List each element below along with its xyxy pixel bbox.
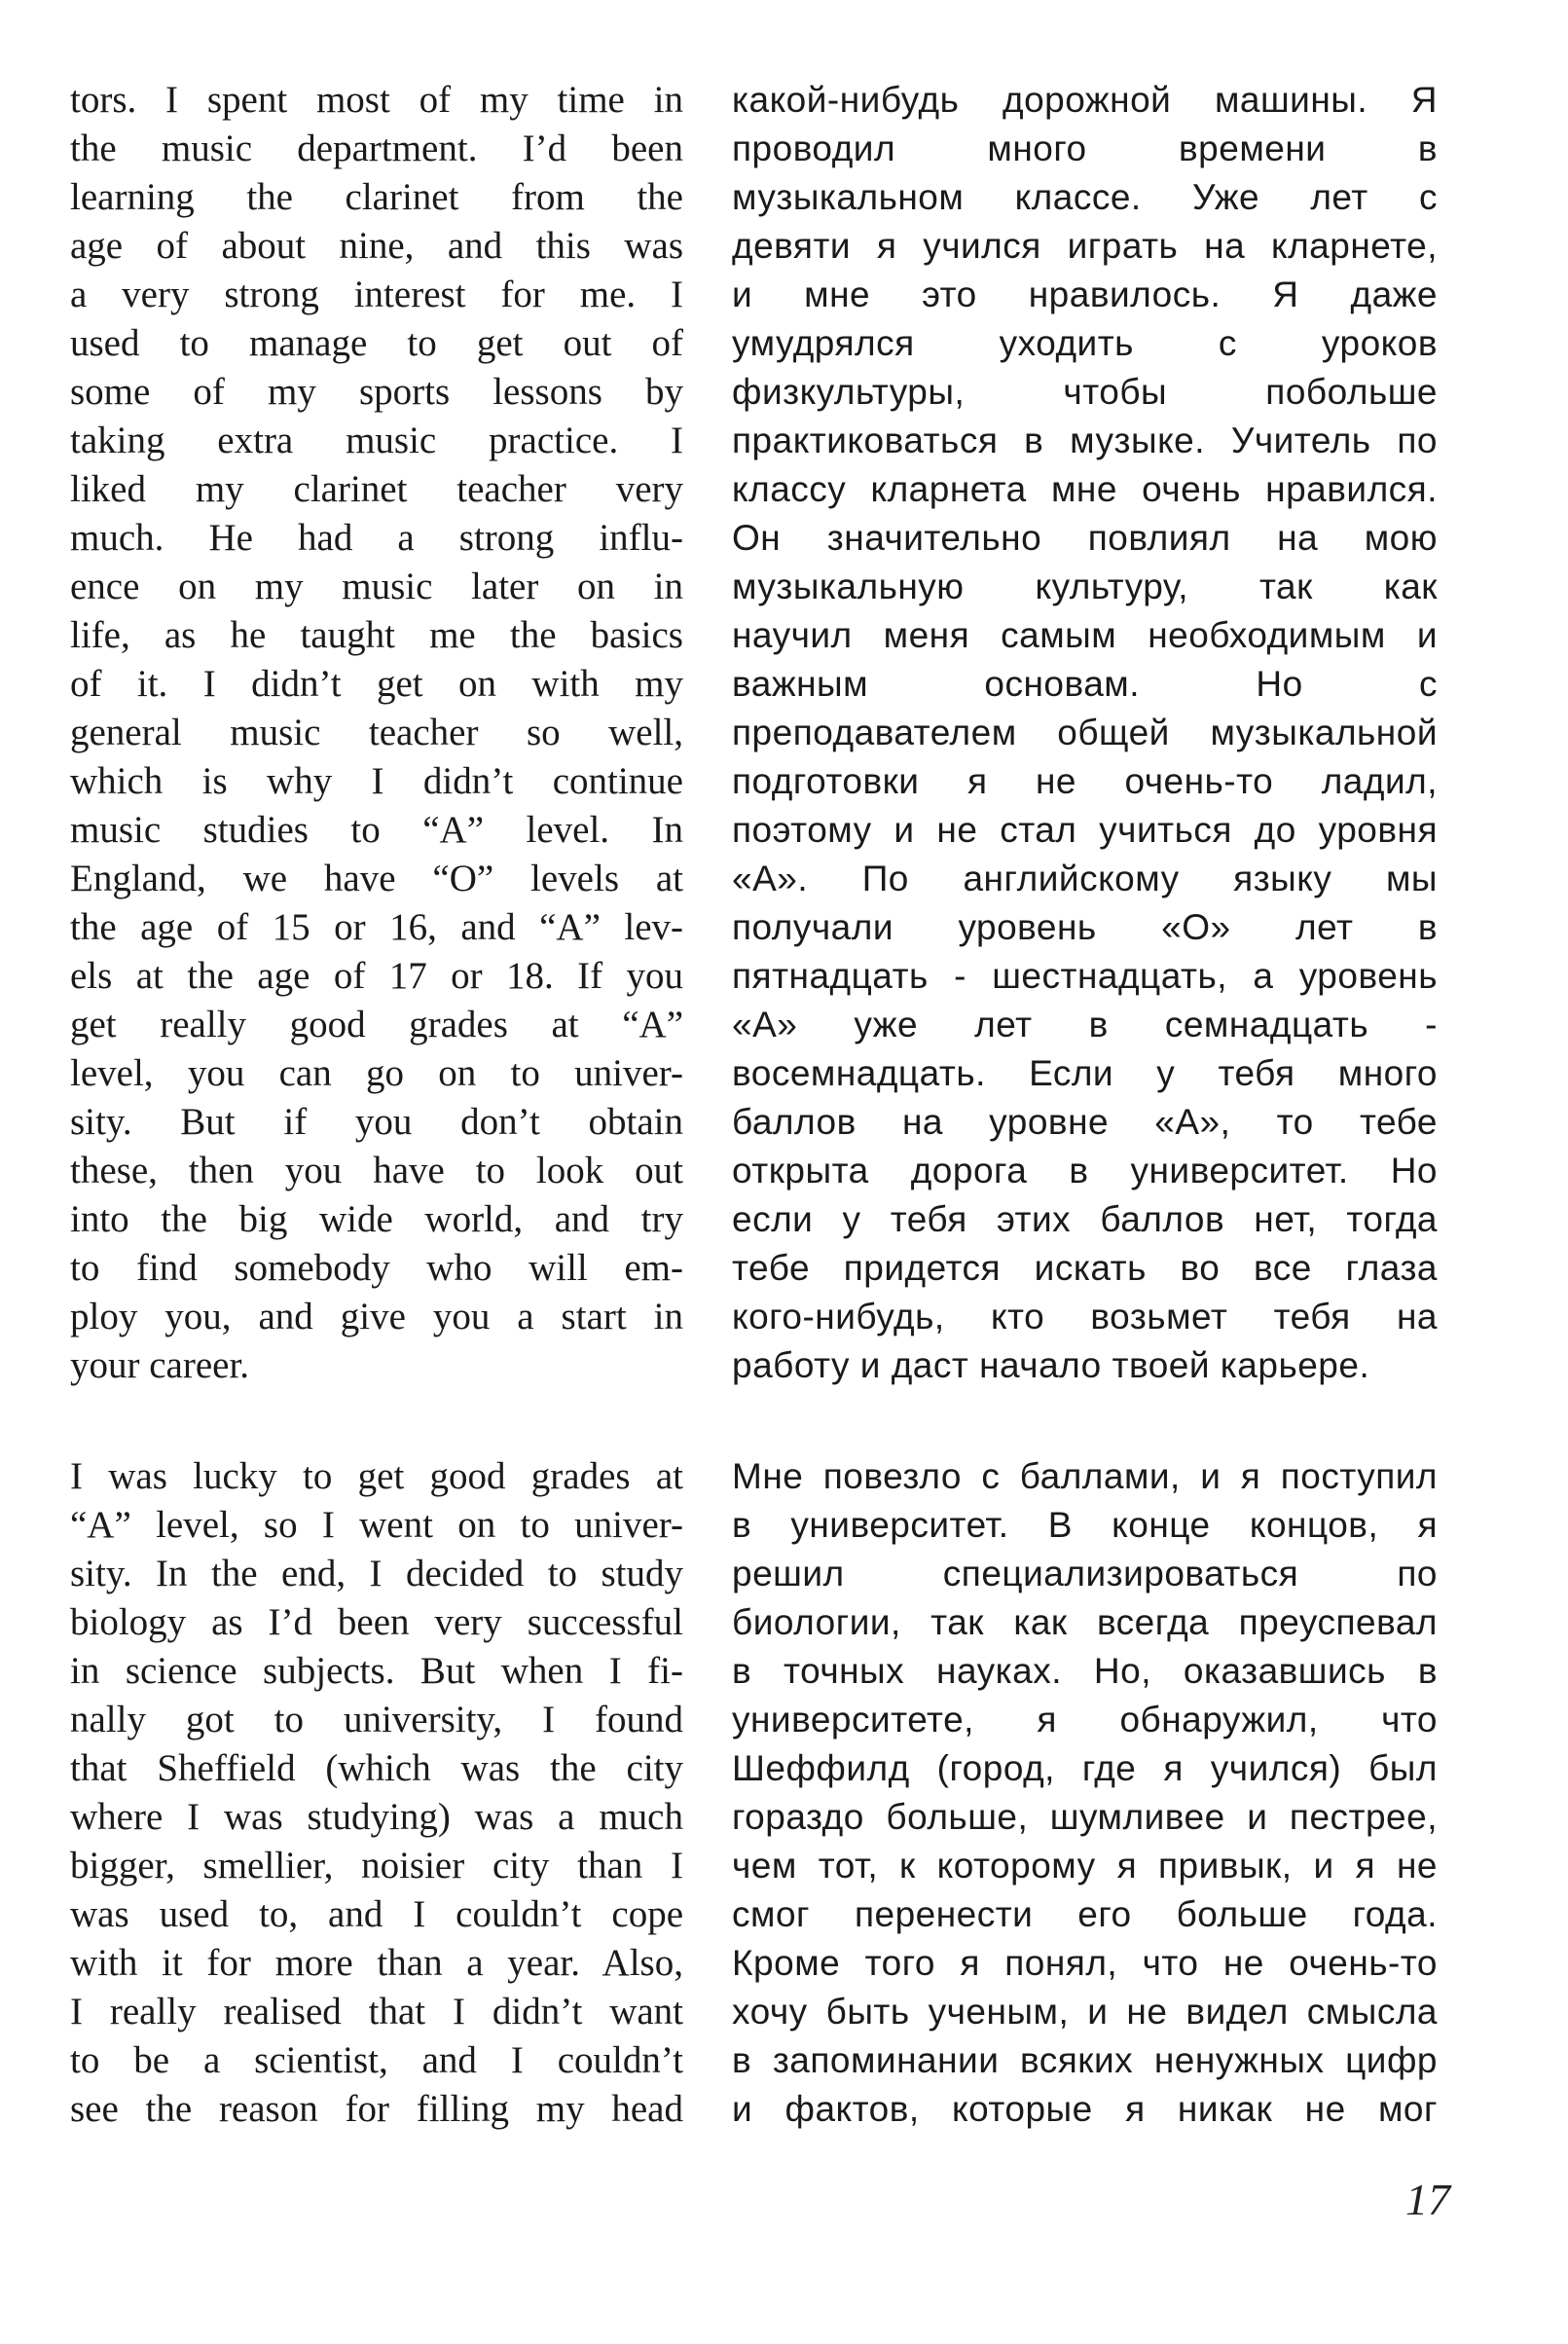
- text-line: sity. In the end, I decided to study: [70, 1553, 683, 1594]
- text-line: “A” level, so I went on to univer-: [70, 1504, 683, 1546]
- text-line: важным основам. Но с: [732, 664, 1438, 704]
- text-line: «А». По английскому языку мы: [732, 859, 1438, 898]
- text-line: работу и даст начало твоей карьере.: [732, 1345, 1370, 1385]
- text-line: в университет. В конце концов, я: [732, 1505, 1438, 1545]
- text-line: life, as he taught me the basics: [70, 614, 683, 656]
- text-line: the music department. I’d been: [70, 128, 683, 169]
- text-line: решил специализироваться по: [732, 1554, 1438, 1593]
- text-line: открыта дорога в университет. Но: [732, 1151, 1438, 1190]
- text-line: music studies to “A” level. In: [70, 809, 683, 851]
- text-line: age of about nine, and this was: [70, 225, 683, 267]
- text-line: tors. I spent most of my time in: [70, 79, 683, 121]
- text-line: general music teacher so well,: [70, 712, 683, 753]
- text-line: was used to, and I couldn’t cope: [70, 1893, 683, 1935]
- text-line: get really good grades at “A”: [70, 1004, 683, 1045]
- text-line: гораздо больше, шумливее и пестрее,: [732, 1797, 1438, 1837]
- text-line: музыкальном классе. Уже лет с: [732, 177, 1438, 217]
- text-line: какой-нибудь дорожной машины. Я: [732, 80, 1438, 120]
- text-line: поэтому и не стал учиться до уровня: [732, 810, 1438, 850]
- text-line: «А» уже лет в семнадцать -: [732, 1005, 1438, 1044]
- text-line: университете, я обнаружил, что: [732, 1700, 1438, 1740]
- text-line: these, then you have to look out: [70, 1150, 683, 1191]
- text-line: чем тот, к которому я привык, и я не: [732, 1846, 1438, 1886]
- text-line: ploy you, and give you a start in: [70, 1296, 683, 1337]
- text-line: to be a scientist, and I couldn’t: [70, 2039, 683, 2081]
- text-line: хочу быть ученым, и не видел смысла: [732, 1992, 1438, 2032]
- text-line: some of my sports lessons by: [70, 371, 683, 413]
- text-line: Кроме того я понял, что не очень-то: [732, 1943, 1438, 1983]
- text-line: Он значительно повлиял на мою: [732, 518, 1438, 558]
- text-line: into the big wide world, and try: [70, 1198, 683, 1240]
- english-column: [70, 76, 683, 2134]
- text-line: I really realised that I didn’t want: [70, 1991, 683, 2033]
- text-line: девяти я учился играть на кларнете,: [732, 226, 1438, 266]
- text-line: смог перенести его больше года.: [732, 1894, 1438, 1934]
- text-line: и мне это нравилось. Я даже: [732, 275, 1438, 314]
- text-line: liked my clarinet teacher very: [70, 468, 683, 510]
- text-line: taking extra music practice. I: [70, 420, 683, 461]
- russian-paragraph-2: [732, 1452, 1438, 2134]
- english-paragraph-1: [70, 76, 683, 1390]
- text-line: I was lucky to get good grades at: [70, 1455, 683, 1497]
- text-line: преподавателем общей музыкальной: [732, 713, 1438, 752]
- text-line: практиковаться в музыке. Учитель по: [732, 421, 1438, 460]
- text-line: sity. But if you don’t obtain: [70, 1101, 683, 1143]
- text-line: bigger, smellier, noisier city than I: [70, 1845, 683, 1886]
- text-line: used to manage to get out of: [70, 322, 683, 364]
- text-line: much. He had a strong influ-: [70, 517, 683, 559]
- text-line: which is why I didn’t continue: [70, 760, 683, 802]
- text-line: in science subjects. But when I fi-: [70, 1650, 683, 1692]
- text-line: the age of 15 or 16, and “A” lev-: [70, 906, 683, 948]
- text-line: умудрялся уходить с уроков: [732, 323, 1438, 363]
- text-line: музыкальную культуру, так как: [732, 567, 1438, 606]
- text-line: your career.: [70, 1344, 250, 1386]
- text-line: научил меня самым необходимым и: [732, 615, 1438, 655]
- text-line: to find somebody who will em-: [70, 1247, 683, 1289]
- text-line: получали уровень «О» лет в: [732, 907, 1438, 947]
- text-line: with it for more than a year. Also,: [70, 1942, 683, 1984]
- text-line: England, we have “O” levels at: [70, 858, 683, 899]
- text-line: a very strong interest for me. I: [70, 274, 683, 315]
- text-line: и фактов, которые я никак не мог: [732, 2089, 1438, 2129]
- text-line: Мне повезло с баллами, и я поступил: [732, 1456, 1438, 1496]
- text-line: learning the clarinet from the: [70, 176, 683, 218]
- russian-paragraph-1: [732, 76, 1438, 1390]
- text-line: баллов на уровне «А», то тебе: [732, 1102, 1438, 1142]
- text-line: если у тебя этих баллов нет, тогда: [732, 1199, 1438, 1239]
- text-line: level, you can go on to univer-: [70, 1052, 683, 1094]
- text-line: nally got to university, I found: [70, 1699, 683, 1740]
- russian-column: [732, 76, 1438, 2134]
- text-line: кого-нибудь, кто возьмет тебя на: [732, 1297, 1438, 1337]
- text-line: of it. I didn’t get on with my: [70, 663, 683, 705]
- text-line: biology as I’d been very successful: [70, 1601, 683, 1643]
- text-line: that Sheffield (which was the city: [70, 1747, 683, 1789]
- text-line: проводил много времени в: [732, 128, 1438, 168]
- page-number: 17: [1405, 2175, 1450, 2224]
- text-line: тебе придется искать во все глаза: [732, 1248, 1438, 1288]
- text-line: биологии, так как всегда преуспевал: [732, 1602, 1438, 1642]
- text-line: Шеффилд (город, где я учился) был: [732, 1748, 1438, 1788]
- english-paragraph-2: [70, 1452, 683, 2134]
- text-line: в запоминании всяких ненужных цифр: [732, 2040, 1438, 2080]
- text-line: ence on my music later on in: [70, 566, 683, 607]
- text-line: see the reason for filling my head: [70, 2088, 683, 2130]
- text-line: восемнадцать. Если у тебя много: [732, 1053, 1438, 1093]
- text-line: подготовки я не очень-то ладил,: [732, 761, 1438, 801]
- text-line: физкультуры, чтобы побольше: [732, 372, 1438, 412]
- text-line: классу кларнета мне очень нравился.: [732, 469, 1438, 509]
- text-line: в точных науках. Но, оказавшись в: [732, 1651, 1438, 1691]
- text-line: els at the age of 17 or 18. If you: [70, 955, 683, 997]
- text-line: пятнадцать - шестнадцать, а уровень: [732, 956, 1438, 996]
- text-line: where I was studying) was a much: [70, 1796, 683, 1838]
